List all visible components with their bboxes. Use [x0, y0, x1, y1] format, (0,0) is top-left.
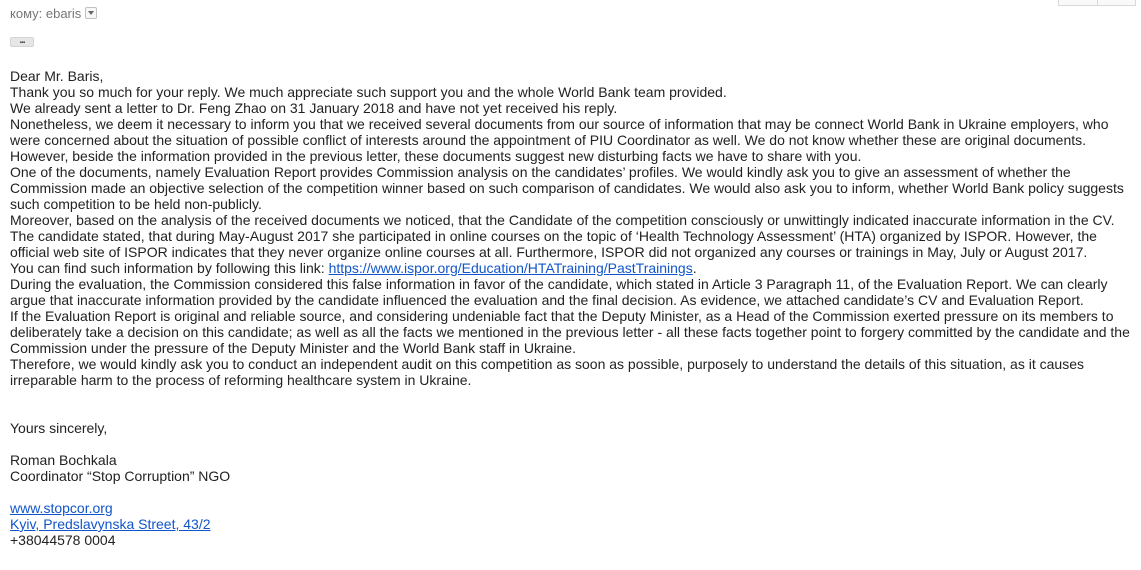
body-paragraph: One of the documents, namely Evaluation Report provides Commission analysis on the candidates’ profiles. We would kindly ask you to give an assessment of whether the Commission made an objective selection of the competition winner based on such comparison of candidates. We would also ask you to inform, whether World Bank policy suggests such competition to be held non-publicly.	[10, 164, 1124, 212]
body-paragraph: If the Evaluation Report is original and reliable source, and considering undeniable fact that the Deputy Minister, as a Head of the Commission exerted pressure on its members to deliberately take a decision on this candidate; as well as all the facts we mentioned in the previous letter - all these facts together point to forgery committed by the candidate and the Commission under the pressure of the Deputy Minister and the World Bank staff in Ukraine.	[10, 308, 1130, 356]
signature-website-link[interactable]: www.stopcor.org	[10, 500, 113, 516]
body-paragraph: Nonetheless, we deem it necessary to inform you that we received several documents from our source of information that may be connect World Bank in Ukraine employers, who were concerned about the situation of possible conflict of interests around the appointment of PIU Coordinator as well. We do not know whether these are original documents. However, beside the information provided in the previous letter, these documents suggest new disturbing facts we have to share with you.	[10, 116, 1109, 164]
recipient-details-dropdown-icon[interactable]	[85, 7, 97, 19]
closing: Yours sincerely,	[10, 420, 108, 436]
body-paragraph: Therefore, we would kindly ask you to conduct an independent audit on this competition as soon as possible, purposely to understand the details of this situation, as it causes irreparable harm to the process of reforming healthcare system in Ukraine.	[10, 356, 1084, 388]
spacer	[10, 388, 1132, 420]
body-paragraph: Thank you so much for your reply. We much appreciate such support you and the whole World Bank team provided.	[10, 84, 727, 100]
recipient-label: кому: ebaris	[10, 5, 82, 21]
top-right-toolbar-tab[interactable]	[1058, 0, 1136, 6]
spacer	[10, 436, 1132, 452]
recipient-row	[10, 4, 97, 22]
body-paragraph: Moreover, based on the analysis of the received documents we noticed, that the Candidate of the competition consciously or unwittingly indicated inaccurate information in the CV. The candidate stated, that during May-August 2017 she participated in online courses on the topic of ‘Health Technology Assessment’ (HTA) organized by ISPOR. However, the official web site of ISPOR indicates that they never organize online courses at all. Furthermore, ISPOR did not organized any courses or trainings in May, July or August 2017.	[10, 212, 1115, 260]
signature-address-link[interactable]: Kyiv, Predslavynska Street, 43/2	[10, 516, 211, 532]
signature-address-line	[10, 516, 1132, 532]
signature-website-line	[10, 500, 1132, 516]
email-body	[10, 68, 1132, 548]
signature-name: Roman Bochkala	[10, 452, 117, 468]
ispor-trainings-link[interactable]: https://www.ispor.org/Education/HTATraining/PastTrainings	[328, 260, 693, 276]
spacer	[10, 484, 1132, 500]
signature-title: Coordinator “Stop Corruption” NGO	[10, 468, 231, 484]
signature-phone: +38044578 0004	[10, 532, 116, 548]
link-suffix: .	[692, 260, 697, 276]
link-paragraph	[10, 260, 1132, 276]
greeting: Dear Mr. Baris,	[10, 68, 104, 84]
body-paragraph: We already sent a letter to Dr. Feng Zhao on 31 January 2018 and have not yet received his reply.	[10, 100, 618, 116]
body-paragraph: During the evaluation, the Commission considered this false information in favor of the candidate, which stated in Article 3 Paragraph 11, of the Evaluation Report. We can clearly argue that inaccurate information provided by the candidate influenced the evaluation and the final decision. As evidence, we attached candidate’s CV and Evaluation Report.	[10, 276, 1108, 308]
link-prefix: You can find such information by following this link:	[10, 260, 329, 276]
show-trimmed-content-button[interactable]: ...	[10, 37, 34, 47]
